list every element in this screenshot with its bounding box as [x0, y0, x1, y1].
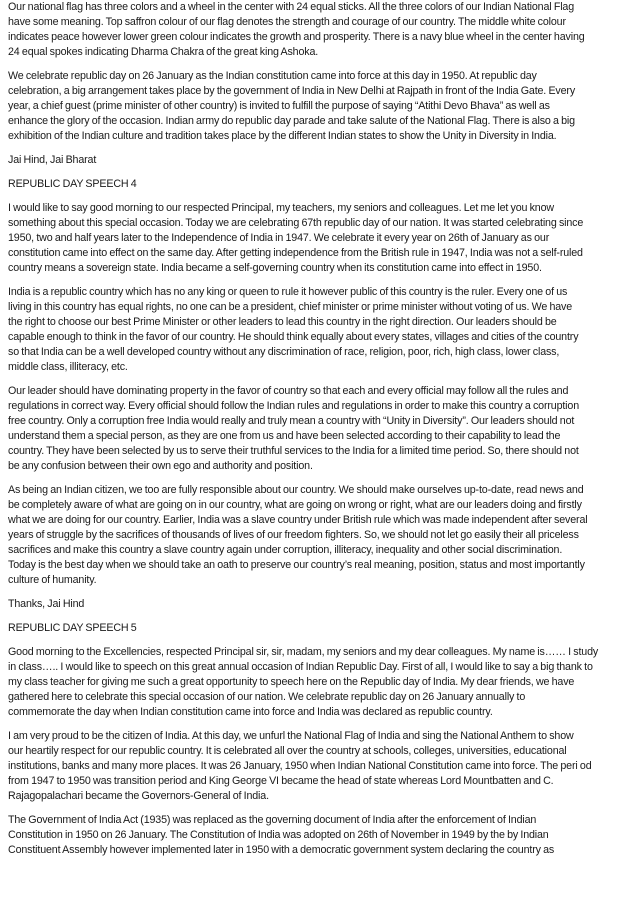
paragraph-closing-1	[8, 153, 632, 168]
text-line: Constituent Assembly however implemented later in 1950 with a democratic government system declaring the country as	[8, 844, 555, 856]
text-line: our heartily respect for our republic country. It is celebrated all over the country at schools, colleges, universities, educational	[8, 745, 567, 757]
paragraph-flag-description	[8, 0, 632, 60]
paragraph-closing-2	[8, 597, 632, 612]
paragraph-speech5-intro	[8, 645, 632, 720]
paragraph-speech4-intro	[8, 201, 632, 276]
text-line: I am very proud to be the citizen of India. At this day, we unfurl the National Flag of India and sing the National Anthem to show	[8, 730, 574, 742]
text-line: Constitution in 1950 on 26 January. The Constitution of India was adopted on 26th of November in 1949 by the by Indian	[8, 829, 549, 841]
text-line: Our leader should have dominating property in the favor of country so that each and every official may follow all the rules and	[8, 385, 569, 397]
text-line: something about this special occasion. Today we are celebrating 67th republic day of our nation. It was started celebrating since	[8, 217, 584, 229]
paragraph-speech5-constitution	[8, 813, 632, 858]
text-line: I would like to say good morning to our respected Principal, my teachers, my seniors and colleagues. Let me let you know	[8, 202, 554, 214]
paragraph-republic-day-celebration	[8, 69, 632, 144]
text-line: Jai Hind, Jai Bharat	[8, 154, 97, 166]
text-line: Thanks, Jai Hind	[8, 598, 85, 610]
text-line: The Government of India Act (1935) was replaced as the governing document of India after the enforcement of Indian	[8, 814, 537, 826]
paragraph-heading-speech-4	[8, 177, 632, 192]
text-line: my class teacher for giving me such a great opportunity to speech here on the Republic day of India. My dear friends, we have	[8, 676, 575, 688]
text-line: be completely aware of what are going on in our country, what are going on wrong or right, what are our leaders doing and firstly	[8, 499, 582, 511]
text-line: living in this country has equal rights, no one can be a president, chief minister or prime minister without voting of us. We have	[8, 301, 573, 313]
paragraph-speech4-leaders	[8, 384, 632, 474]
document-page	[8, 0, 632, 867]
paragraph-speech5-history	[8, 729, 632, 804]
text-line: regulations in correct way. Every official should follow the Indian rules and regulations in order to make this country a corruption	[8, 400, 579, 412]
text-line: indicates peace however lower green colour indicates the growth and prosperity. There is a navy blue wheel in the center having	[8, 31, 585, 43]
text-line: from 1947 to 1950 was transition period and King George VI became the head of state whereas Lord Mountbatten and C.	[8, 775, 554, 787]
text-line: celebration, a big arrangement takes place by the government of India in New Delhi at Rajpath in front of the India Gate. Every	[8, 85, 576, 97]
text-line: what we are doing for our country. Earlier, India was a slave country under British rule which was made independent after several	[8, 514, 588, 526]
text-line: We celebrate republic day on 26 January as the Indian constitution came into force at this day in 1950. At republic day	[8, 70, 537, 82]
text-line: culture of humanity.	[8, 574, 97, 586]
text-line: Today is the best day when we should take an oath to preserve our country’s real meaning, position, status and most importantly	[8, 559, 585, 571]
text-line: in class….. I would like to speech on this great annual occasion of Indian Republic Day. First of all, I would like to say a big thank to	[8, 661, 593, 673]
text-line: the right to choose our best Prime Minister or other leaders to lead this country in the right direction. Our leaders should be	[8, 316, 557, 328]
text-line: years of struggle by the sacrifices of thousands of lives of our freedom fighters. So, we should not let go easily their all priceless	[8, 529, 579, 541]
text-line: enhance the glory of the occasion. Indian army do republic day parade and take salute of the National Flag. There is also a big	[8, 115, 575, 127]
text-line: sacrifices and make this country a slave country again under corruption, illiteracy, inequality and other social discrimination.	[8, 544, 563, 556]
text-line: constitution came into effect on the same day. After getting independence from the British rule in 1947, India was not a self-ruled	[8, 247, 583, 259]
text-line: gathered here to celebrate this special occasion of our nation. We celebrate republic day on 26 January annually to	[8, 691, 526, 703]
text-line: have some meaning. Top saffron colour of our flag denotes the strength and courage of our country. The middle white colour	[8, 16, 566, 28]
text-line: As being an Indian citizen, we too are fully responsible about our country. We should make ourselves up-to-date, read news and	[8, 484, 584, 496]
text-line: middle class, illiteracy, etc.	[8, 361, 128, 373]
text-line: understand them a special person, as they are one from us and have been selected according to their capability to lead the	[8, 430, 561, 442]
text-line: exhibition of the Indian culture and tradition takes place by the different Indian states to show the Unity in Diversity in India.	[8, 130, 557, 142]
text-line: capable enough to think in the favor of our country. He should think equally about every states, villages and cities of the country	[8, 331, 579, 343]
text-line: be any confusion between their own ego and authority and position.	[8, 460, 313, 472]
text-line: free country. Only a corruption free India would really and truly mean a country with “Unity in Diversity”. Our leaders should not	[8, 415, 575, 427]
paragraph-heading-speech-5	[8, 621, 632, 636]
text-line: institutions, banks and many more places. It was 26 January, 1950 when Indian National Constitution came into force. The peri od	[8, 760, 592, 772]
text-line: Rajagopalachari became the Governors-General of India.	[8, 790, 269, 802]
text-line: year, a chief guest (prime minister of other country) is invited to fulfill the purpose of saying “Atithi Devo Bhava” as well as	[8, 100, 550, 112]
text-line: 24 equal spokes indicating Dharma Chakra of the great king Ashoka.	[8, 46, 319, 58]
paragraph-speech4-republic	[8, 285, 632, 375]
text-line: so that India can be a well developed country without any discrimination of race, religion, poor, rich, high class, lower class,	[8, 346, 560, 358]
text-line: country. They have been selected by us to serve their truthful services to the India for a limited time period. So, there should not	[8, 445, 579, 457]
text-line: Our national flag has three colors and a wheel in the center with 24 equal sticks. All the three colors of our Indian National Flag	[8, 1, 575, 13]
text-line: commemorate the day when Indian constitution came into force and India was declared as republic country.	[8, 706, 493, 718]
paragraph-speech4-citizen	[8, 483, 632, 588]
text-line: India is a republic country which has no any king or queen to rule it however public of this country is the ruler. Every one of us	[8, 286, 568, 298]
text-line: country means a sovereign state. India became a self-governing country when its constitution came into effect in 1950.	[8, 262, 542, 274]
text-line: REPUBLIC DAY SPEECH 4	[8, 178, 137, 190]
text-line: REPUBLIC DAY SPEECH 5	[8, 622, 137, 634]
text-line: Good morning to the Excellencies, respected Principal sir, sir, madam, my seniors and my dear colleagues. My name is…… I study	[8, 646, 599, 658]
text-line: 1950, two and half years later to the Independence of India in 1947. We celebrate it every year on 26th of January as our	[8, 232, 550, 244]
